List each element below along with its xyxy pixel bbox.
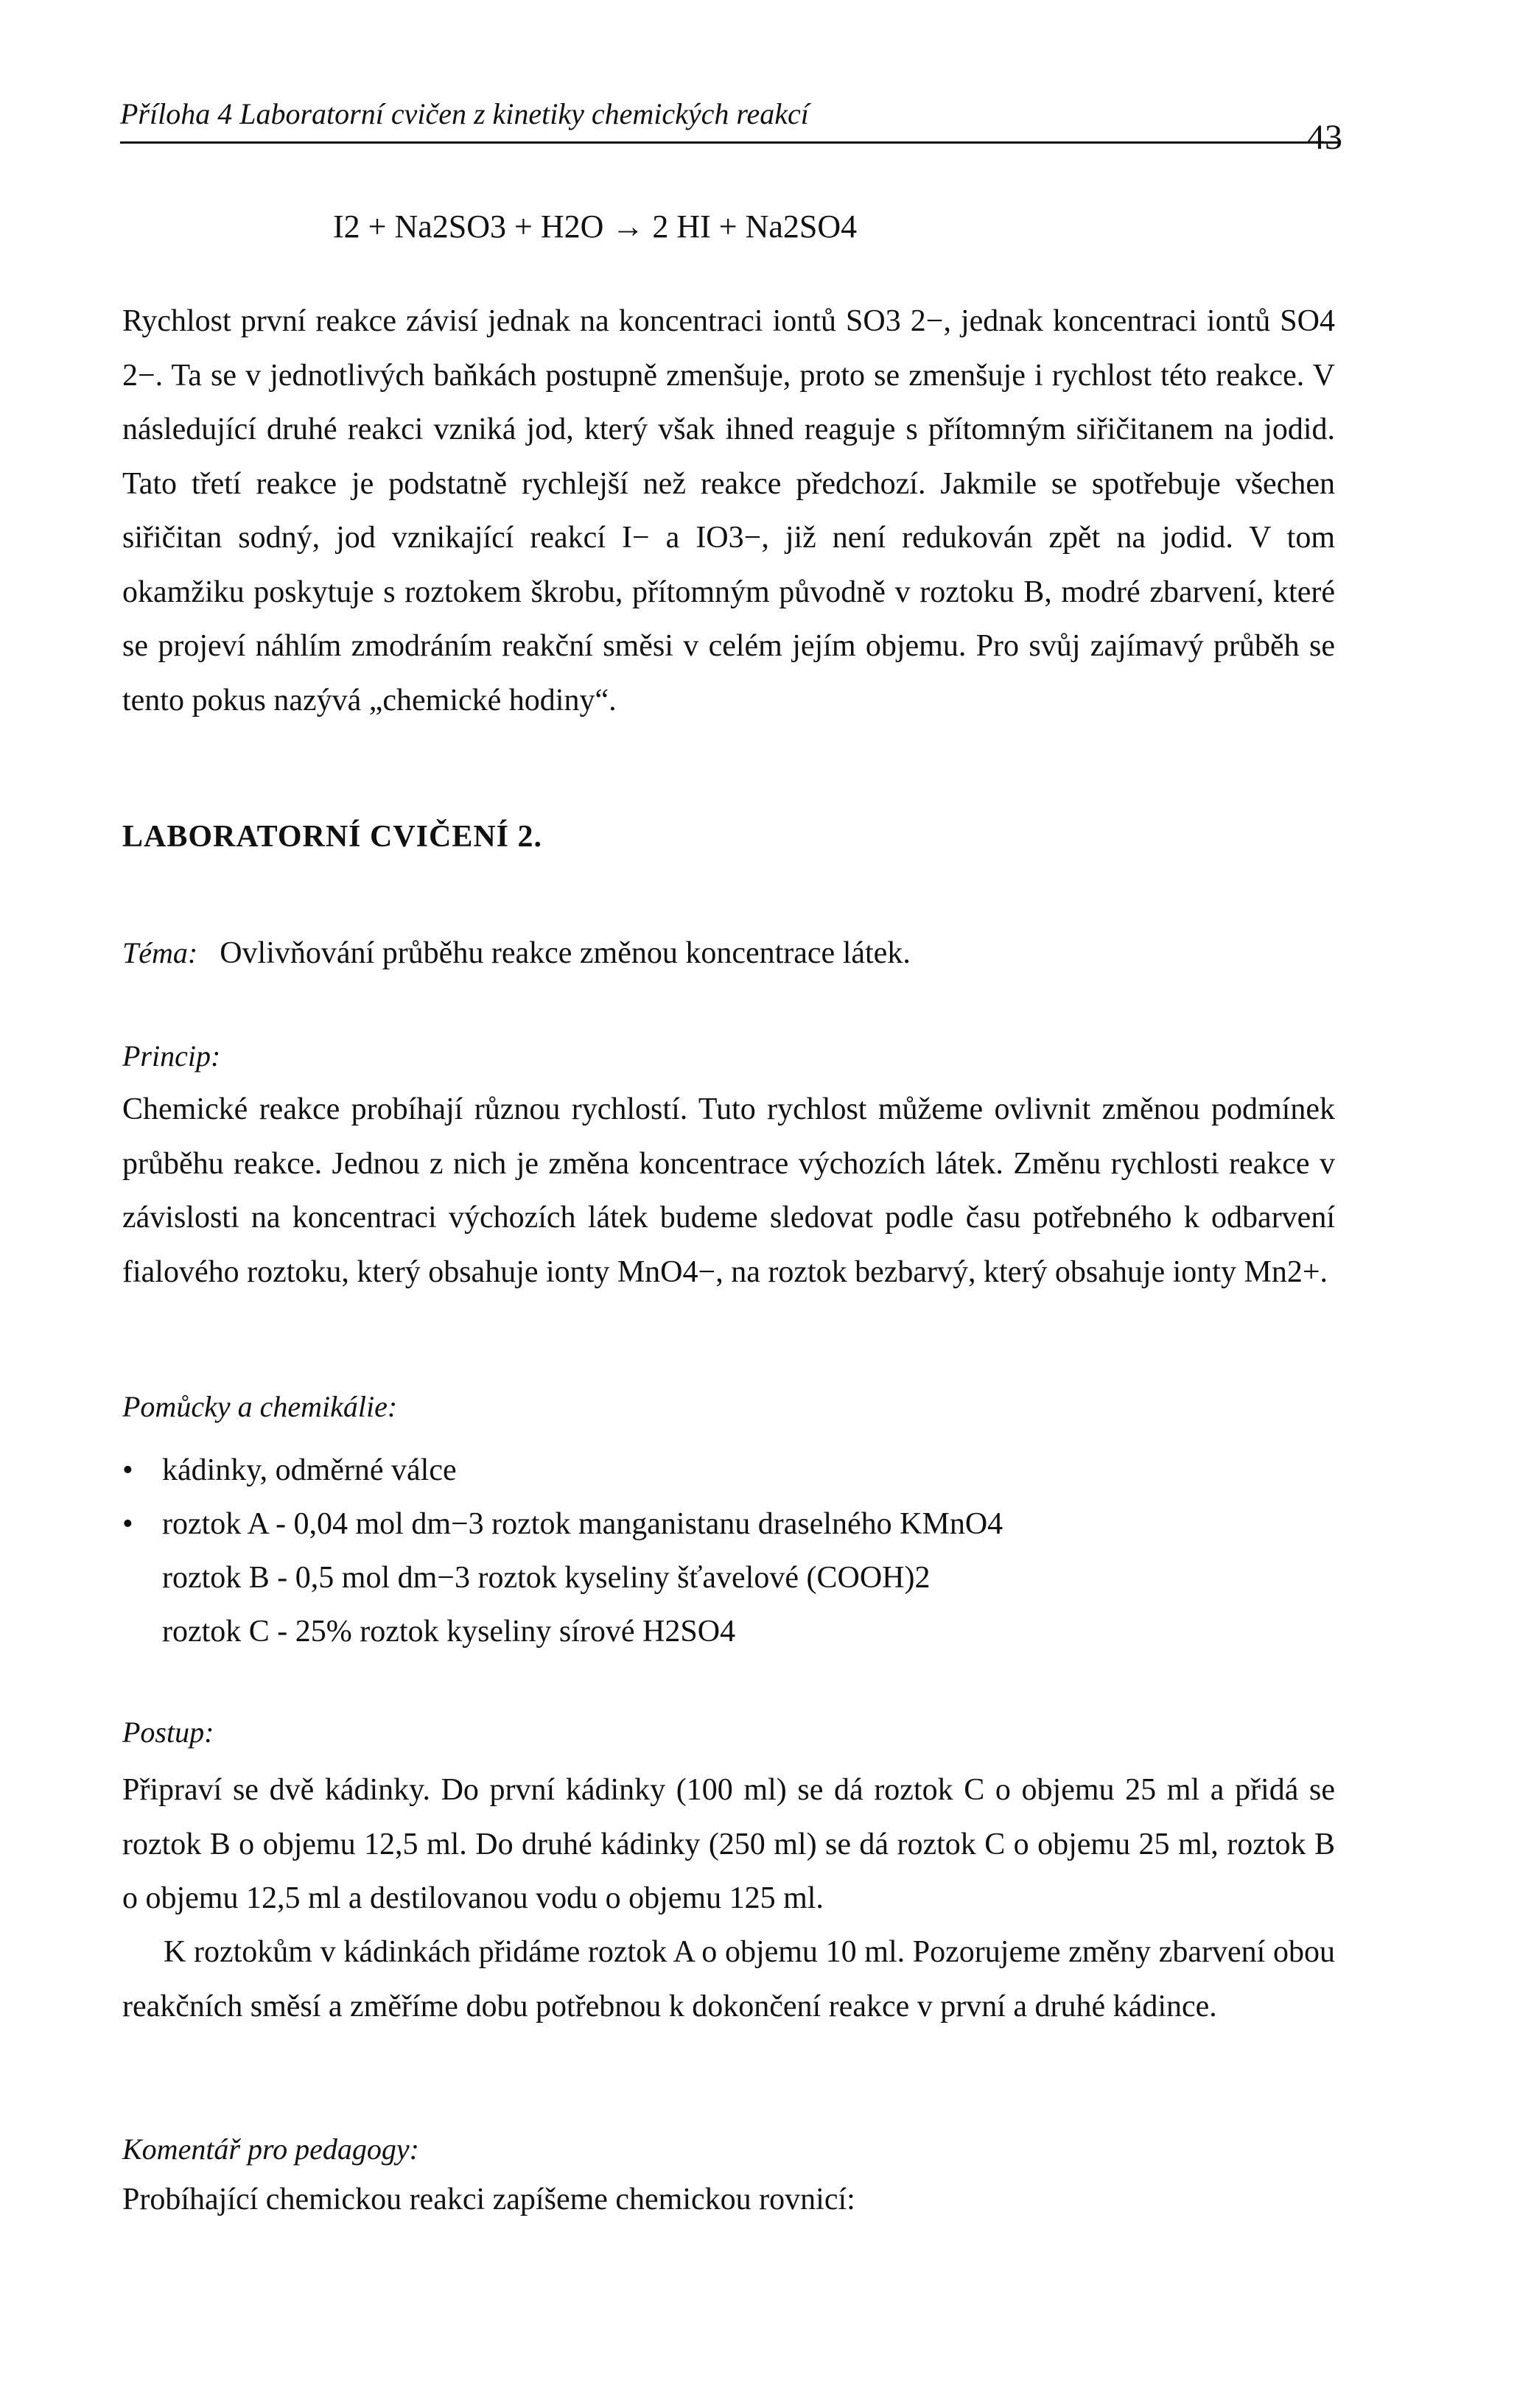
- komentar-label: Komentář pro pedagogy:: [122, 2133, 419, 2166]
- princip-label: Princip:: [122, 1039, 221, 1073]
- intro-paragraph: Rychlost první reakce závisí jednak na koncentraci iontů SO3 2−, jednak koncentraci iontů SO4 2−. Ta se v jednotlivých baňkách postupně zmenšuje, proto se zmenšuje i rychlost této reakce. V následující druhé reakci vzniká jod, který však ihned reaguje s přítomným siřičitanem na jodid. Tato třetí reakce je podstatně rychlejší než reakce předchozí. Jakmile se spotřebuje všechen siřičitan sodný, jod vznikající reakcí I− a IO3−, již není redukován zpět na jodid. V tom okamžiku poskytuje s roztokem škrobu, přítomným původně v roztoku B, modré zbarvení, které se projeví náhlím zmodráním reakční směsi v celém jejím objemu. Pro svůj zajímavý průběh se tento pokus nazývá „chemické hodiny“.: [122, 304, 1335, 717]
- list-item: • roztok A - 0,04 mol dm−3 roztok manganistanu draselného KMnO4: [122, 1498, 1335, 1551]
- pomucky-label: Pomůcky a chemikálie:: [122, 1390, 398, 1423]
- header-title: Příloha 4 Laboratorní cvičen z kinetiky chemických reakcí: [120, 97, 809, 130]
- page-number: 43: [1307, 118, 1342, 157]
- princip-paragraph: Chemické reakce probíhají různou rychlostí. Tuto rychlost můžeme ovlivnit změnou podmínek průběhu reakce. Jednou z nich je změna koncentrace výchozích látek. Změnu rychlosti reakce v závislosti na koncentraci výchozích látek budeme sledovat podle času potřebného k odbarvení fialového roztoku, který obsahuje ionty MnO4−, na roztok bezbarvý, který obsahuje ionty Mn2+.: [122, 1092, 1335, 1289]
- running-header: [120, 83, 1342, 157]
- list-item: roztok B - 0,5 mol dm−3 roztok kyseliny šťavelové (COOH)2: [162, 1561, 931, 1595]
- list-item: roztok C - 25% roztok kyseliny sírové H2SO4: [162, 1615, 736, 1649]
- postup-label: Postup:: [122, 1716, 214, 1749]
- tema-text: Ovlivňování průběhu reakce změnou koncentrace látek.: [220, 936, 911, 970]
- tema-label: Téma:: [122, 936, 198, 969]
- bullet-icon: •: [122, 1507, 133, 1541]
- postup-paragraph-2: K roztokům v kádinkách přidáme roztok A o objemu 10 ml. Pozorujeme změny zbarvení obou reakčních směsí a změříme dobu potřebnou k dokončení reakce v první a druhé kádince.: [122, 1935, 1335, 2023]
- komentar-text: Probíhající chemickou reakci zapíšeme chemickou rovnicí:: [122, 2183, 855, 2216]
- reaction-equation: I2 + Na2SO3 + H2O → 2 HI + Na2SO4: [333, 208, 858, 245]
- materials-list: [122, 1444, 1335, 1659]
- list-item: • kádinky, odměrné válce: [122, 1444, 1335, 1498]
- bullet-icon: •: [122, 1453, 133, 1487]
- section-heading: LABORATORNÍ CVIČENÍ 2.: [122, 820, 543, 854]
- tema-line: [122, 927, 1335, 980]
- postup-paragraph-1: Připraví se dvě kádinky. Do první kádinky (100 ml) se dá roztok C o objemu 25 ml a přidá se roztok B o objemu 12,5 ml. Do druhé kádinky (250 ml) se dá roztok C o objemu 25 ml, roztok B o objemu 12,5 ml a destilovanou vodu o objemu 125 ml.: [122, 1773, 1335, 1915]
